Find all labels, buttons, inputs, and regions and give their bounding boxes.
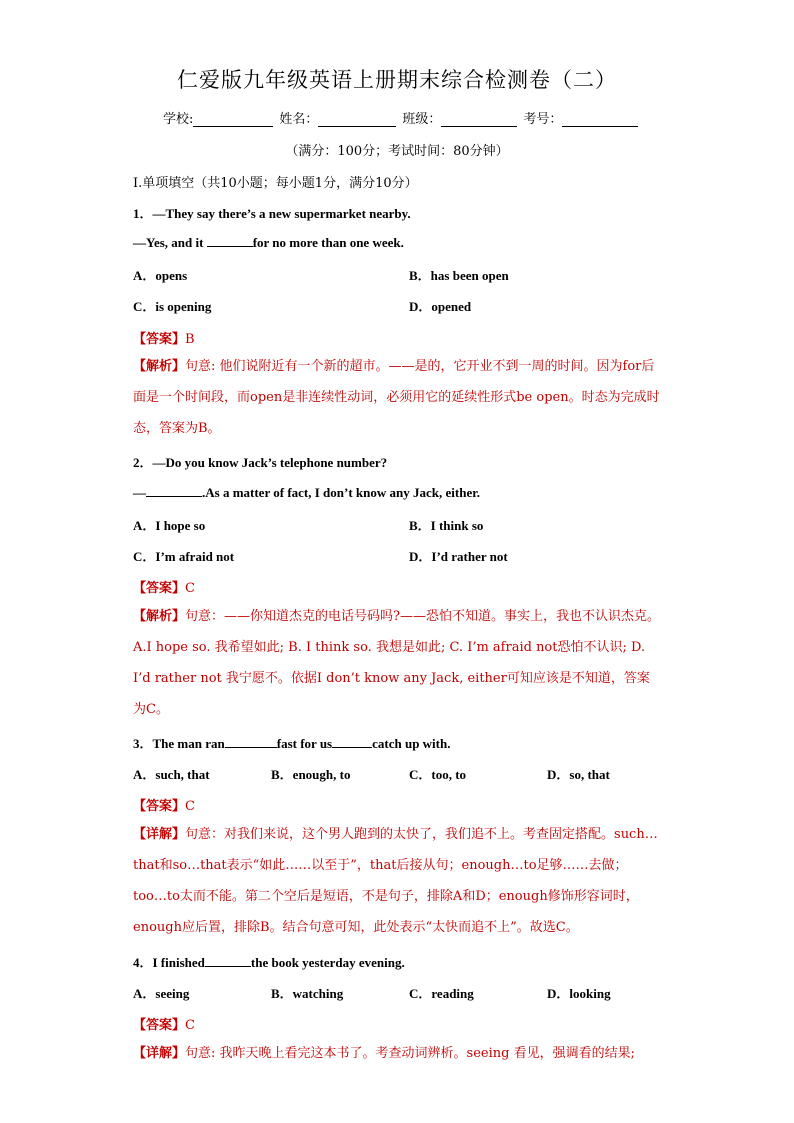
question-1-line2-start: —Yes, and it — [133, 235, 207, 250]
question-3-blank-1[interactable] — [225, 735, 277, 748]
exam-no-blank[interactable] — [562, 112, 638, 127]
question-1-blank[interactable] — [207, 234, 253, 247]
question-4-stem-start: 4．I finished — [133, 955, 205, 970]
question-4-answer — [133, 1014, 195, 1033]
question-4-stem — [133, 952, 405, 971]
question-1-option-c[interactable]: C．is opening — [133, 299, 212, 314]
question-4-option-d[interactable]: D．looking — [547, 986, 611, 1001]
explanation-text: 句意：对我们来说，这个男人跑到的太快了，我们追不上。考查固定搭配。such…that和so…that表示“如此……以至于”，that后接从句；enough…to足够……去做；too…to太而不能。第二个空后是短语，不是句子，排除A和D；enough修饰形容词时，enough应后置，排除B。结合句意可知，此处表示“太快而追不上”。故选C。 — [133, 827, 658, 935]
answer-tag: 【答案】 — [133, 1018, 186, 1033]
question-1-option-b[interactable]: B．has been open — [409, 268, 509, 283]
explanation-text: 句意: 他们说附近有一个新的超市。——是的，它开业不到一周的时间。因为for后面是一个时间段，而open是非连续性动词，必须用它的延续性形式be open。时态为完成时态，答案为B。 — [133, 359, 660, 436]
question-3-option-c[interactable]: C．too, to — [409, 767, 467, 782]
question-3-stem-end: catch up with. — [372, 736, 451, 751]
answer-tag: 【答案】 — [133, 799, 186, 814]
question-3-option-a[interactable]: A．such, that — [133, 767, 210, 782]
question-3-stem-middle: fast for us — [276, 736, 333, 751]
question-4-option-a[interactable]: A．seeing — [133, 986, 190, 1001]
question-2-option-b[interactable]: B．I think so — [409, 518, 484, 533]
name-label: 姓名： — [279, 112, 319, 127]
exam-no-label: 考号： — [523, 112, 563, 127]
question-3-stem — [133, 733, 450, 752]
question-1-answer — [133, 328, 195, 347]
question-2-answer — [133, 577, 195, 596]
explanation-text: 句意: 我昨天晚上看完这本书了。考查动词辨析。seeing 看见，强调看的结果; — [185, 1046, 635, 1061]
question-3-blank-2[interactable] — [332, 735, 372, 748]
question-2-blank[interactable] — [146, 484, 202, 497]
exam-subtitle: （满分：100分；考试时间：80分钟） — [285, 144, 509, 159]
question-2-option-d[interactable]: D．I’d rather not — [409, 549, 508, 564]
question-2-stem: 2．—Do you know Jack’s telephone number? — [133, 455, 388, 470]
question-2-line2-start: — — [133, 485, 146, 500]
question-1-stem: 1．—They say there’s a new supermarket nearby. — [133, 206, 411, 221]
question-2-option-a[interactable]: A．I hope so — [133, 518, 206, 533]
question-4-explanation — [133, 1038, 661, 1069]
answer-value: B — [185, 332, 195, 347]
question-2-line2 — [133, 484, 480, 501]
explanation-tag: 【解析】 — [133, 609, 186, 624]
class-label: 班级： — [402, 112, 442, 127]
page-title: 仁爱版九年级英语上册期末综合检测卷（二） — [177, 68, 617, 92]
answer-value: C — [185, 581, 195, 596]
question-2-option-c[interactable]: C．I’m afraid not — [133, 549, 235, 564]
explanation-text: 句意：——你知道杰克的电话号码吗?——恐怕不知道。事实上，我也不认识杰克。A.I hope so. 我希望如此; B. I think so. 我想是如此; C. I’m afraid not恐怕不认识; D. I’d rather not 我宁愿不。依据I don’t know any Jack, either可知应该是不知道，答案为C。 — [133, 609, 660, 717]
question-3-stem-start: 3．The man ran — [133, 736, 225, 751]
explanation-tag: 【详解】 — [133, 827, 186, 842]
explanation-tag: 【解析】 — [133, 359, 186, 374]
question-2-line2-end: .As a matter of fact, I don’t know any Jack, either. — [202, 485, 481, 500]
student-info-line — [163, 108, 644, 127]
question-1-line2-end: for no more than one week. — [252, 235, 404, 250]
school-blank[interactable] — [193, 112, 273, 127]
question-4-option-b[interactable]: B．watching — [271, 986, 344, 1001]
name-blank[interactable] — [318, 112, 396, 127]
question-4-blank[interactable] — [205, 954, 251, 967]
section-heading: I.单项填空（共10小题；每小题1分，满分10分） — [133, 176, 418, 191]
answer-value: C — [185, 1018, 195, 1033]
answer-value: C — [185, 799, 195, 814]
explanation-tag: 【详解】 — [133, 1046, 186, 1061]
question-3-option-b[interactable]: B．enough, to — [271, 767, 351, 782]
question-3-explanation — [133, 819, 661, 943]
question-3-option-d[interactable]: D．so, that — [547, 767, 610, 782]
question-4-option-c[interactable]: C．reading — [409, 986, 474, 1001]
question-4-stem-end: the book yesterday evening. — [250, 955, 405, 970]
question-1-option-a[interactable]: A．opens — [133, 268, 188, 283]
answer-tag: 【答案】 — [133, 581, 186, 596]
question-1-option-d[interactable]: D．opened — [409, 299, 472, 314]
question-1-line2 — [133, 234, 404, 251]
school-label: 学校: — [163, 112, 194, 127]
question-3-answer — [133, 795, 195, 814]
question-1-explanation — [133, 351, 661, 444]
answer-tag: 【答案】 — [133, 332, 186, 347]
class-blank[interactable] — [441, 112, 517, 127]
question-2-explanation — [133, 601, 661, 725]
